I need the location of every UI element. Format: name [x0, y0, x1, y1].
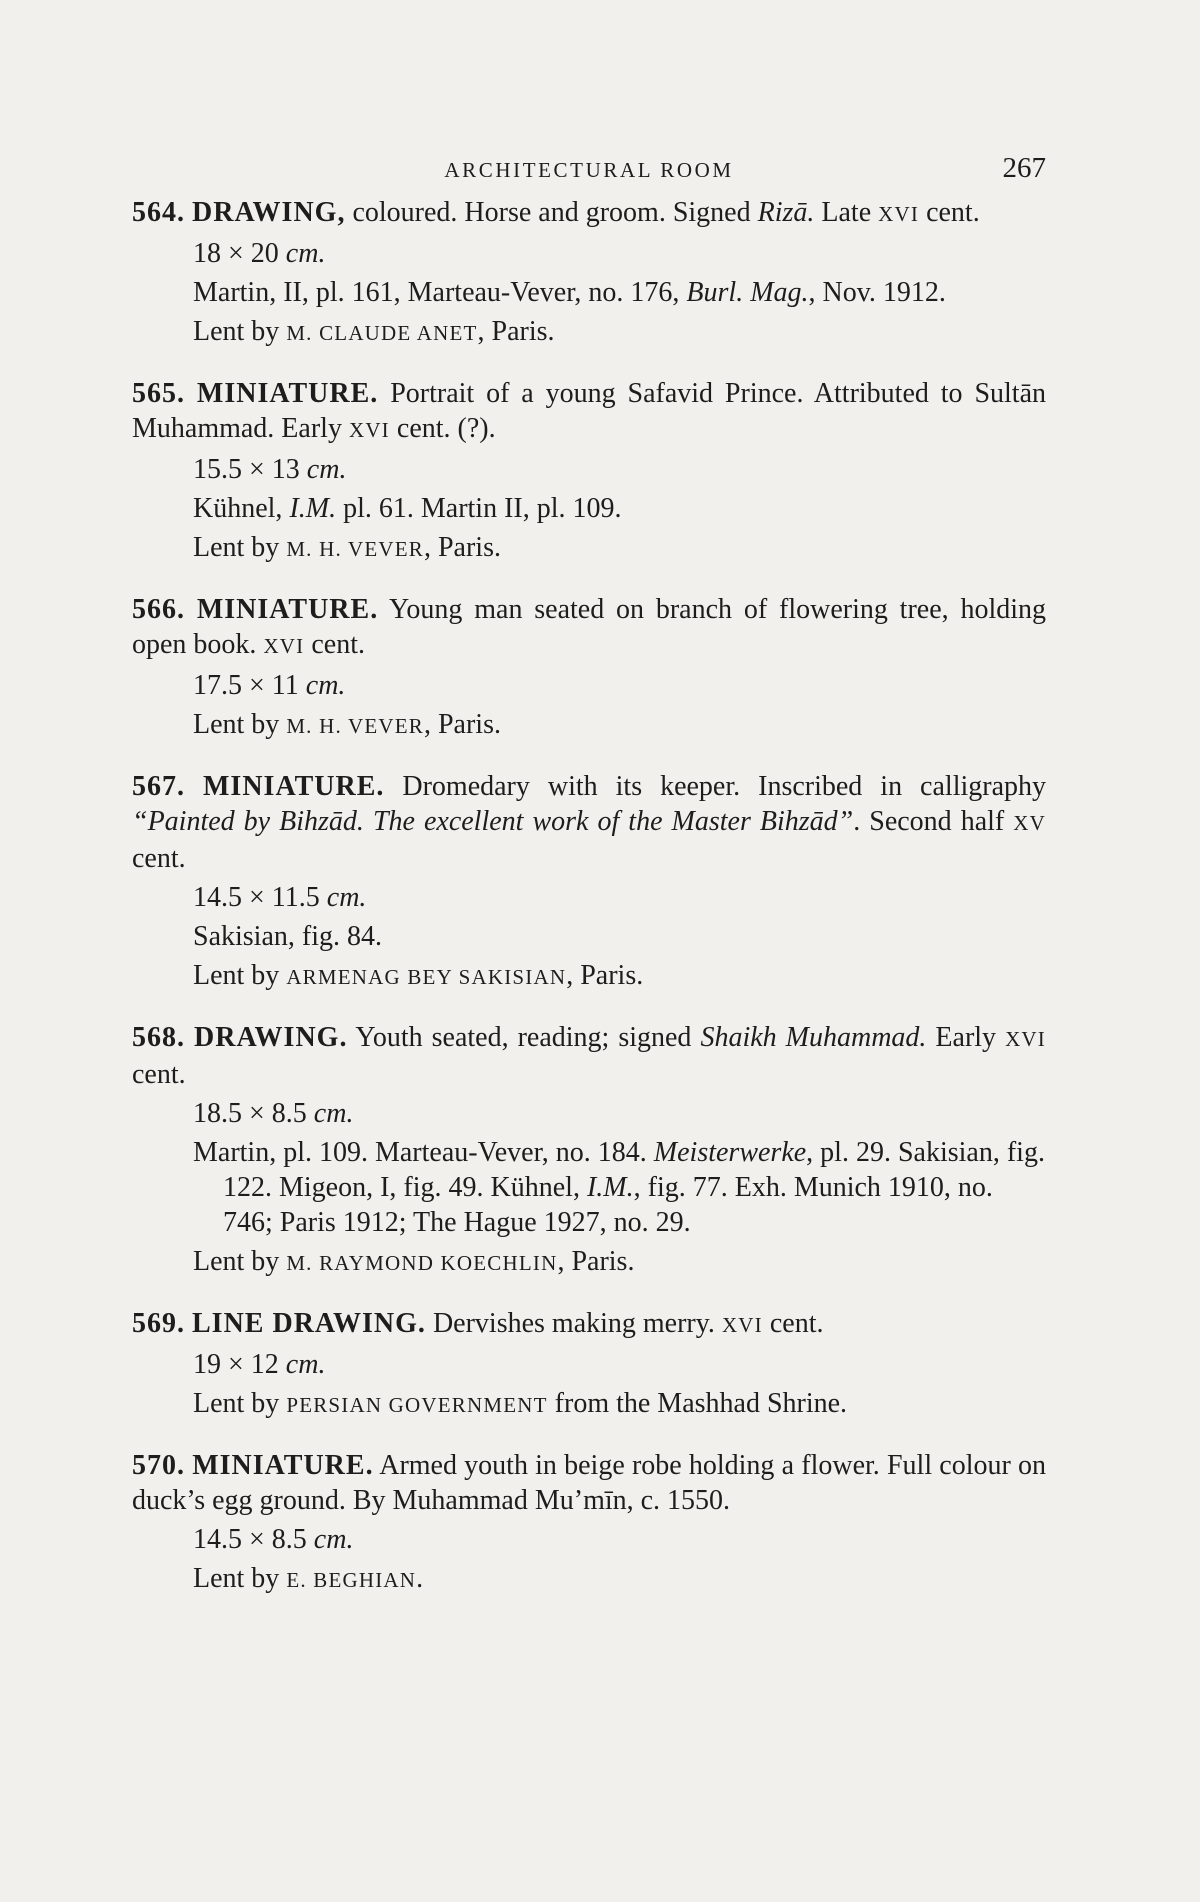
- entry-signature: Rizā.: [757, 197, 815, 228]
- entry-description: [132, 1020, 1046, 1092]
- entry-number: 568.: [132, 1022, 185, 1053]
- entry-description: [132, 1448, 1046, 1518]
- entry-century: XVI: [721, 1313, 763, 1337]
- entry-lender: Lent by M. RAYMOND KOECHLIN, Paris.: [193, 1246, 635, 1277]
- entry-lender: Lent by M. H. VEVER, Paris.: [193, 709, 501, 740]
- catalogue-entry-564: [132, 195, 1046, 351]
- entry-description: [132, 1306, 1046, 1343]
- entry-text: cent.: [304, 629, 366, 660]
- entry-dimensions: 14.5 × 11.5 cm.: [193, 882, 367, 913]
- entry-description: [132, 195, 1046, 232]
- entry-number: 565.: [132, 378, 185, 409]
- entry-text: Portrait of a young Safavid Prince. Attributed to Sultān Muhammad. Early: [132, 378, 1047, 444]
- entry-number: 566.: [132, 594, 185, 625]
- catalogue-entry-570: [132, 1448, 1046, 1598]
- lender-name: PERSIAN GOVERNMENT: [286, 1393, 548, 1417]
- entry-text: Youth seated, reading; signed: [347, 1022, 701, 1053]
- entry-dimensions: 19 × 12 cm.: [193, 1349, 326, 1380]
- entry-text: cent. (?).: [389, 413, 496, 444]
- running-title: ARCHITECTURAL ROOM: [444, 158, 734, 182]
- entry-lender: Lent by E. BEGHIAN.: [193, 1563, 424, 1594]
- entry-references: Sakisian, fig. 84.: [193, 921, 382, 952]
- entry-text: Dervishes making merry.: [425, 1308, 722, 1339]
- lender-name: M. RAYMOND KOECHLIN: [286, 1251, 558, 1275]
- entry-references: Kühnel, I.M. pl. 61. Martin II, pl. 109.: [193, 493, 622, 524]
- entry-text: Armed youth in beige robe holding a flower. Full colour on duck’s egg ground. By Muhammad Mu’mīn, c. 1550.: [132, 1450, 1047, 1516]
- entry-text: Young man seated on branch of flowering tree, holding open book.: [132, 594, 1047, 660]
- entry-text: Early: [926, 1022, 1006, 1053]
- entry-dimensions: 17.5 × 11 cm.: [193, 670, 346, 701]
- entry-description: [132, 592, 1046, 664]
- entry-text: cent.: [762, 1308, 824, 1339]
- catalogue-entry-568: [132, 1020, 1046, 1281]
- entry-lender: Lent by ARMENAG BEY SAKISIAN, Paris.: [193, 960, 644, 991]
- catalogue-entry-569: [132, 1306, 1046, 1423]
- entry-type: MINIATURE.: [203, 771, 385, 802]
- catalogue-entry-567: [132, 769, 1046, 995]
- lender-name: M. H. VEVER: [286, 714, 424, 738]
- entry-type: MINIATURE.: [192, 1450, 374, 1481]
- lender-name: ARMENAG BEY SAKISIAN: [286, 965, 567, 989]
- entry-century: XVI: [263, 634, 305, 658]
- lender-name: M. H. VEVER: [286, 537, 424, 561]
- entry-references: Martin, II, pl. 161, Marteau-Vever, no. 176, Burl. Mag., Nov. 1912.: [193, 277, 946, 308]
- entry-number: 567.: [132, 771, 185, 802]
- entry-references: Martin, pl. 109. Marteau-Vever, no. 184. Meisterwerke, pl. 29. Sakisian, fig. 122. Migeon, I, fig. 49. Kühnel, I.M., fig. 77. Exh. Munich 1910, no. 746; Paris 1912; The Hague 1927, no. 29.: [193, 1137, 1045, 1238]
- entry-number: 570.: [132, 1450, 185, 1481]
- lender-name: E. BEGHIAN: [286, 1568, 417, 1592]
- entry-inscription: “Painted by Bihzād. The excellent work of the Master Bihzād”: [132, 806, 854, 837]
- catalogue-entries: [132, 195, 1046, 1623]
- entry-text: coloured. Horse and groom. Signed: [345, 197, 758, 228]
- entry-type: DRAWING,: [192, 197, 346, 228]
- entry-number: 569.: [132, 1308, 185, 1339]
- entry-type: LINE DRAWING.: [192, 1308, 426, 1339]
- entry-type: MINIATURE.: [196, 378, 379, 409]
- running-head: [132, 154, 1046, 186]
- entry-signature: Shaikh Muhammad.: [700, 1022, 927, 1053]
- entry-century: XV: [1013, 811, 1046, 835]
- entry-century: XVI: [1005, 1027, 1046, 1051]
- catalogue-entry-565: [132, 376, 1046, 567]
- entry-century: XVI: [878, 202, 920, 226]
- page-number: 267: [1002, 152, 1046, 184]
- entry-type: DRAWING.: [194, 1022, 348, 1053]
- entry-type: MINIATURE.: [196, 594, 379, 625]
- entry-century: XVI: [348, 418, 390, 442]
- entry-dimensions: 18.5 × 8.5 cm.: [193, 1098, 354, 1129]
- entry-lender: Lent by M. CLAUDE ANET, Paris.: [193, 316, 555, 347]
- entry-lender: Lent by PERSIAN GOVERNMENT from the Mashhad Shrine.: [193, 1388, 848, 1419]
- entry-text: cent.: [919, 197, 980, 228]
- entry-dimensions: 15.5 × 13 cm.: [193, 454, 347, 485]
- catalogue-entry-566: [132, 592, 1046, 744]
- entry-dimensions: 18 × 20 cm.: [193, 238, 326, 269]
- entry-lender: Lent by M. H. VEVER, Paris.: [193, 532, 501, 563]
- entry-text: Late: [814, 197, 879, 228]
- entry-text: . Second half: [853, 806, 1014, 837]
- entry-number: 564.: [132, 197, 185, 228]
- entry-text: cent.: [132, 1059, 186, 1090]
- entry-description: [132, 376, 1046, 448]
- lender-name: M. CLAUDE ANET: [286, 321, 478, 345]
- entry-dimensions: 14.5 × 8.5 cm.: [193, 1524, 354, 1555]
- entry-text: cent.: [132, 843, 186, 874]
- entry-text: Dromedary with its keeper. Inscribed in calligraphy: [384, 771, 1046, 802]
- entry-description: [132, 769, 1046, 876]
